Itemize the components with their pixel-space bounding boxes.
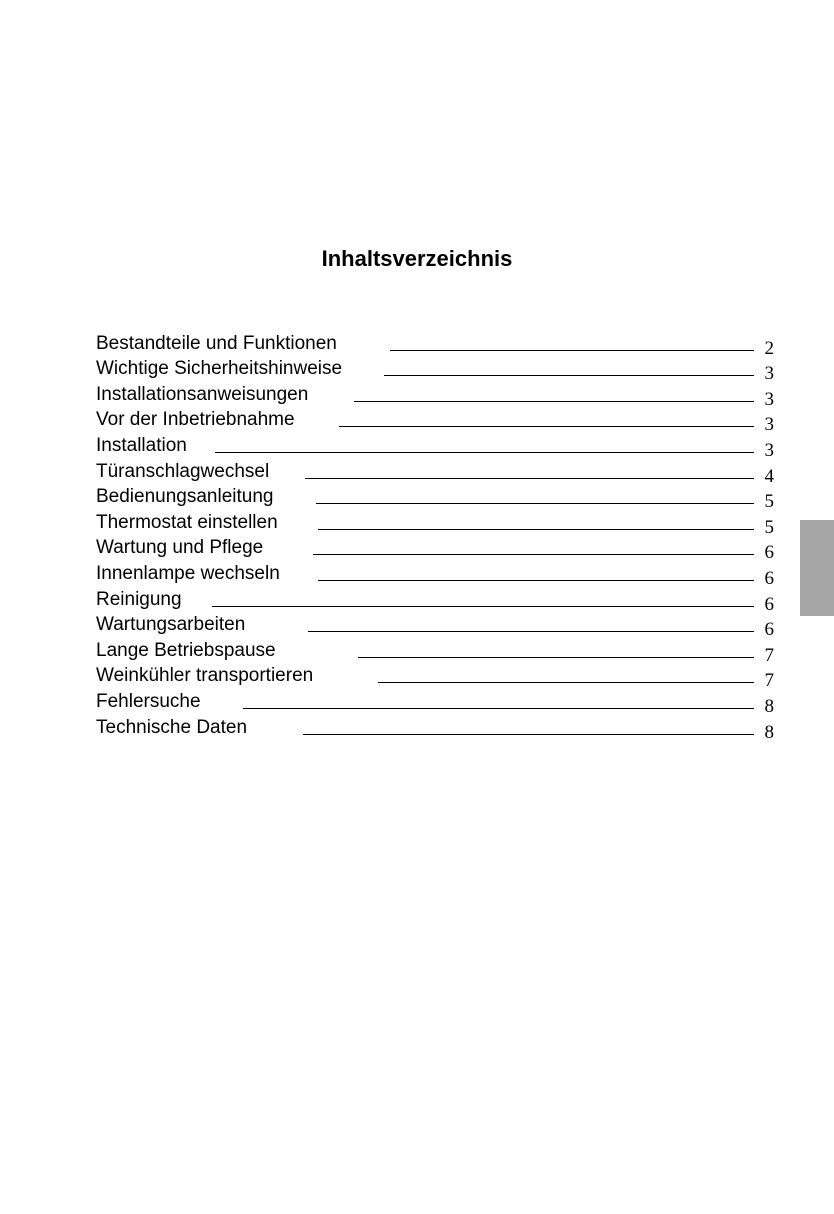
toc-page-number: 6 bbox=[764, 619, 774, 641]
toc-entry-label: Vor der Inbetriebnahme bbox=[96, 409, 295, 431]
toc-entry-label: Thermostat einstellen bbox=[96, 511, 278, 533]
toc-leader-line bbox=[305, 478, 754, 479]
toc-leader-line bbox=[308, 631, 754, 632]
toc-entry-fehlersuche[interactable] bbox=[96, 688, 786, 717]
toc-leader-line bbox=[316, 503, 754, 504]
toc-page-number: 6 bbox=[764, 542, 774, 564]
toc-entry-sicherheitshinweise[interactable] bbox=[96, 356, 786, 385]
toc-entry-label: Türanschlagwechsel bbox=[96, 460, 270, 482]
toc-entry-bedienungsanleitung[interactable] bbox=[96, 484, 786, 513]
toc-entry-weinkuehler-transportieren[interactable] bbox=[96, 663, 786, 692]
toc-entry-label: Wartungsarbeiten bbox=[96, 614, 246, 636]
toc-entry-technische-daten[interactable] bbox=[96, 714, 786, 743]
toc-page-number: 5 bbox=[764, 491, 774, 513]
toc-entry-label: Weinkühler transportieren bbox=[96, 665, 314, 687]
toc-leader-line bbox=[390, 350, 754, 351]
toc-page-number: 7 bbox=[764, 670, 774, 692]
toc-entry-innenlampe[interactable] bbox=[96, 560, 786, 589]
toc-entry-label: Installationsanweisungen bbox=[96, 383, 309, 405]
toc-page-number: 5 bbox=[764, 516, 774, 538]
toc-page-number: 3 bbox=[764, 363, 774, 385]
toc-leader-line bbox=[212, 606, 754, 607]
toc-entry-label: Installation bbox=[96, 434, 187, 456]
toc-entry-reinigung[interactable] bbox=[96, 586, 786, 615]
toc-page-number: 8 bbox=[764, 695, 774, 717]
toc-leader-line bbox=[313, 554, 754, 555]
toc-leader-line bbox=[378, 682, 754, 683]
toc-leader-line bbox=[358, 657, 754, 658]
toc-page-number: 8 bbox=[764, 721, 774, 743]
toc-leader-line bbox=[318, 580, 754, 581]
toc-page-number: 3 bbox=[764, 414, 774, 436]
toc-entry-wartung-pflege[interactable] bbox=[96, 535, 786, 564]
chapter-side-tab bbox=[800, 520, 834, 616]
toc-page-number: 4 bbox=[764, 465, 774, 487]
toc-entry-label: Wichtige Sicherheitshinweise bbox=[96, 358, 343, 380]
toc-entry-tueranschlagwechsel[interactable] bbox=[96, 458, 786, 487]
toc-entry-label: Reinigung bbox=[96, 588, 182, 610]
toc-leader-line bbox=[243, 708, 754, 709]
toc-entry-label: Bestandteile und Funktionen bbox=[96, 332, 337, 354]
toc-entry-vor-inbetriebnahme[interactable] bbox=[96, 407, 786, 436]
toc-page-number: 2 bbox=[764, 337, 774, 359]
toc-page-number: 7 bbox=[764, 644, 774, 666]
toc-entry-installation[interactable] bbox=[96, 432, 786, 461]
toc-leader-line bbox=[318, 529, 754, 530]
toc-leader-line bbox=[303, 734, 754, 735]
toc-entry-thermostat[interactable] bbox=[96, 509, 786, 538]
toc-leader-line bbox=[354, 401, 754, 402]
toc-entry-wartungsarbeiten[interactable] bbox=[96, 612, 786, 641]
page-title: Inhaltsverzeichnis bbox=[321, 246, 513, 271]
toc-entry-label: Innenlampe wechseln bbox=[96, 562, 280, 584]
toc-entry-label: Wartung und Pflege bbox=[96, 537, 264, 559]
toc-leader-line bbox=[215, 452, 754, 453]
toc-leader-line bbox=[339, 426, 754, 427]
table-of-contents bbox=[96, 330, 786, 743]
toc-page-number: 3 bbox=[764, 388, 774, 410]
toc-page-number: 6 bbox=[764, 593, 774, 615]
toc-entry-label: Bedienungsanleitung bbox=[96, 486, 274, 508]
toc-entry-lange-betriebspause[interactable] bbox=[96, 637, 786, 666]
toc-entry-label: Technische Daten bbox=[96, 716, 248, 738]
toc-leader-line bbox=[384, 375, 754, 376]
toc-page-number: 6 bbox=[764, 567, 774, 589]
toc-entry-label: Lange Betriebspause bbox=[96, 639, 276, 661]
toc-entry-label: Fehlersuche bbox=[96, 690, 201, 712]
toc-entry-bestandteile[interactable] bbox=[96, 330, 786, 359]
toc-page-number: 3 bbox=[764, 439, 774, 461]
toc-entry-installationsanweisungen[interactable] bbox=[96, 381, 786, 410]
